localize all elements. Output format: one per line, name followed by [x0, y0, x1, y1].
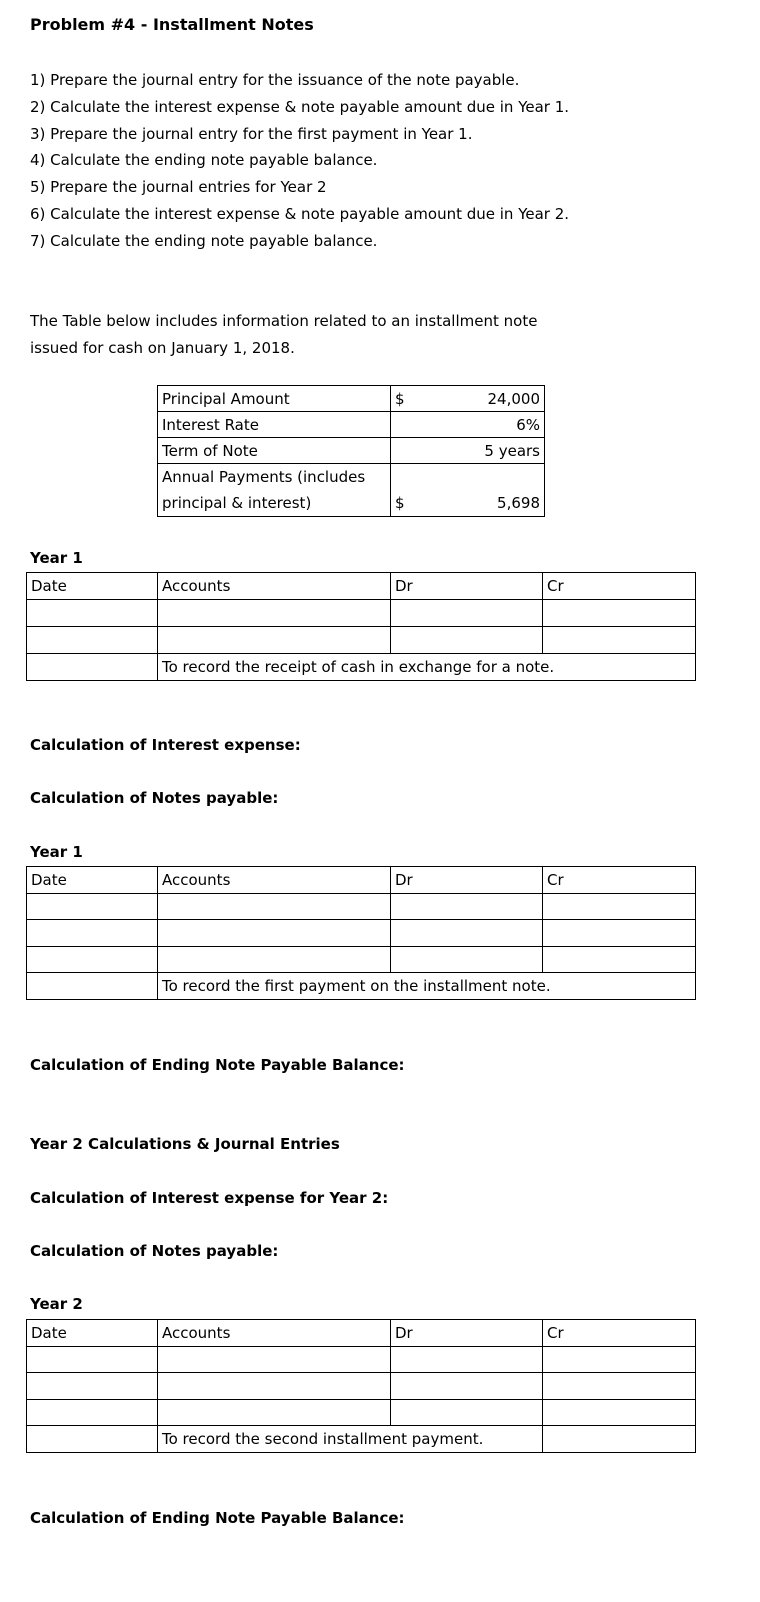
- dr-cell[interactable]: [391, 1347, 543, 1373]
- dr-cell[interactable]: [391, 627, 543, 654]
- journal-row: [27, 920, 696, 947]
- cr-cell[interactable]: [543, 1400, 696, 1426]
- header-cr: Cr: [543, 573, 696, 600]
- intro-line: issued for cash on January 1, 2018.: [30, 339, 295, 357]
- date-cell[interactable]: [27, 1400, 158, 1426]
- intro-paragraph: [30, 311, 537, 365]
- accounts-cell[interactable]: [158, 1347, 391, 1373]
- memo-cell: To record the first payment on the installment note.: [158, 973, 696, 1000]
- payment-currency: $: [395, 494, 405, 512]
- ending-balance-heading: Calculation of Ending Note Payable Balance:: [30, 1056, 405, 1074]
- date-cell[interactable]: [27, 654, 158, 681]
- header-dr: Dr: [391, 867, 543, 894]
- dr-cell[interactable]: [391, 947, 543, 973]
- calc-notes-year2-heading: Calculation of Notes payable:: [30, 1242, 279, 1260]
- instruction-step: 4) Calculate the ending note payable balance.: [30, 151, 378, 170]
- payment-label: [158, 464, 391, 517]
- calc-interest-heading: Calculation of Interest expense:: [30, 736, 301, 754]
- date-cell[interactable]: [27, 1347, 158, 1373]
- accounts-cell[interactable]: [158, 1400, 391, 1426]
- payment-cell: [391, 464, 545, 517]
- header-date: Date: [27, 573, 158, 600]
- note-info-table: [157, 385, 545, 517]
- journal-row: [27, 600, 696, 627]
- principal-cell: [391, 386, 545, 412]
- accounts-cell[interactable]: [158, 627, 391, 654]
- dr-cell[interactable]: [391, 1373, 543, 1400]
- instruction-step: 2) Calculate the interest expense & note payable amount due in Year 1.: [30, 97, 570, 116]
- header-accounts: Accounts: [158, 573, 391, 600]
- journal-row: [27, 894, 696, 920]
- journal-table-3: [26, 1319, 696, 1453]
- principal-value: 24,000: [487, 389, 540, 408]
- date-cell[interactable]: [27, 627, 158, 654]
- cr-cell[interactable]: [543, 920, 696, 947]
- cr-cell[interactable]: [543, 1373, 696, 1400]
- journal-row: [27, 627, 696, 654]
- cr-cell[interactable]: [543, 894, 696, 920]
- memo-cell: To record the second installment payment.: [158, 1426, 543, 1453]
- cr-cell[interactable]: [543, 600, 696, 627]
- calc-interest-year2-heading: Calculation of Interest expense for Year 2:: [30, 1189, 389, 1207]
- intro-line: The Table below includes information related to an installment note: [30, 312, 538, 330]
- date-cell[interactable]: [27, 920, 158, 947]
- header-cr: Cr: [543, 1320, 696, 1347]
- accounts-cell[interactable]: [158, 947, 391, 973]
- payment-value: 5,698: [497, 494, 540, 512]
- instruction-step: 1) Prepare the journal entry for the issuance of the note payable.: [30, 71, 520, 89]
- instruction-step: 5) Prepare the journal entries for Year 2: [30, 178, 327, 197]
- date-cell[interactable]: [27, 1426, 158, 1453]
- principal-label: Principal Amount: [158, 386, 391, 412]
- accounts-cell[interactable]: [158, 1373, 391, 1400]
- payment-label-line: principal & interest): [162, 494, 312, 512]
- payment-label-line: Annual Payments (includes: [162, 468, 366, 486]
- accounts-cell[interactable]: [158, 600, 391, 627]
- journal-table-1: [26, 572, 696, 681]
- cr-cell[interactable]: [543, 627, 696, 654]
- header-cr: Cr: [543, 867, 696, 894]
- date-cell[interactable]: [27, 600, 158, 627]
- journal-row: [27, 1400, 696, 1426]
- header-dr: Dr: [391, 573, 543, 600]
- dr-cell[interactable]: [391, 600, 543, 627]
- cr-cell[interactable]: [543, 947, 696, 973]
- term-value: 5 years: [391, 438, 545, 464]
- journal-row: [27, 947, 696, 973]
- rate-label: Interest Rate: [158, 412, 391, 438]
- header-date: Date: [27, 867, 158, 894]
- cr-cell[interactable]: [543, 1347, 696, 1373]
- memo-cell: To record the receipt of cash in exchange for a note.: [158, 654, 696, 681]
- accounts-cell[interactable]: [158, 920, 391, 947]
- year-label: Year 2: [30, 1295, 83, 1313]
- instruction-step: 3) Prepare the journal entry for the first payment in Year 1.: [30, 124, 473, 143]
- date-cell[interactable]: [27, 1373, 158, 1400]
- header-date: Date: [27, 1320, 158, 1347]
- year-label: Year 1: [30, 549, 83, 567]
- header-dr: Dr: [391, 1320, 543, 1347]
- journal-table-2: [26, 866, 696, 1000]
- instruction-list: [30, 70, 569, 258]
- principal-currency: $: [395, 389, 405, 408]
- header-accounts: Accounts: [158, 867, 391, 894]
- year2-heading: Year 2 Calculations & Journal Entries: [30, 1135, 340, 1153]
- term-label: Term of Note: [158, 438, 391, 464]
- header-accounts: Accounts: [158, 1320, 391, 1347]
- cr-cell[interactable]: [543, 1426, 696, 1453]
- instruction-step: 6) Calculate the interest expense & note payable amount due in Year 2.: [30, 204, 570, 223]
- rate-value: 6%: [391, 412, 545, 438]
- dr-cell[interactable]: [391, 894, 543, 920]
- accounts-cell[interactable]: [158, 894, 391, 920]
- date-cell[interactable]: [27, 894, 158, 920]
- year-label: Year 1: [30, 843, 83, 861]
- ending-balance-year2-heading: Calculation of Ending Note Payable Balance:: [30, 1509, 405, 1527]
- dr-cell[interactable]: [391, 1400, 543, 1426]
- page-title: Problem #4 - Installment Notes: [30, 15, 314, 34]
- dr-cell[interactable]: [391, 920, 543, 947]
- journal-row: [27, 1373, 696, 1400]
- date-cell[interactable]: [27, 973, 158, 1000]
- journal-row: [27, 1347, 696, 1373]
- calc-notes-heading: Calculation of Notes payable:: [30, 789, 279, 807]
- date-cell[interactable]: [27, 947, 158, 973]
- instruction-step: 7) Calculate the ending note payable balance.: [30, 231, 378, 250]
